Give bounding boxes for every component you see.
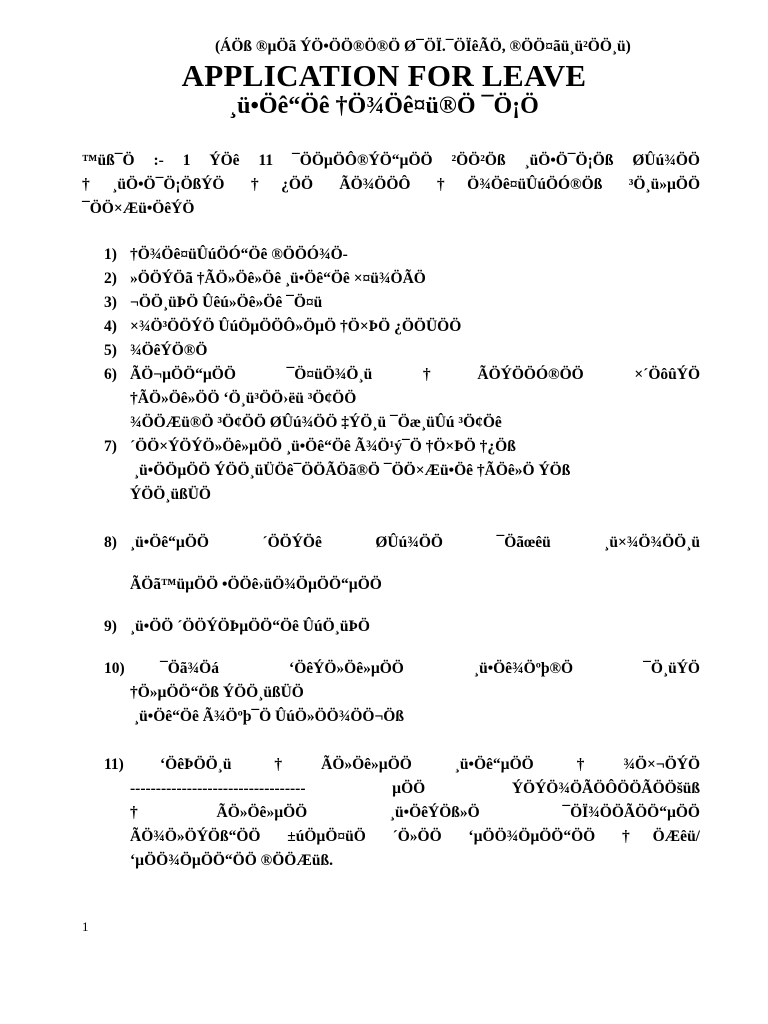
list-item (104, 435, 700, 507)
item-text: »ÖÖÝÖã †ÃÖ»Öê»Öê ¸ü•Öê“Öê ×¤ü¾ÖÃÖ (130, 270, 426, 287)
list-item (104, 267, 700, 291)
item-number: 6) (104, 366, 117, 383)
item-text: ´ÖÖ×ÝÖÝÖ»Öê»µÖÖ ¸ü•Öê“Öê Ã¾Ö¹ý¯Ö †Ö×ÞÖ †¿Öß (130, 438, 516, 455)
item-text: ¾ÖÖÆü®Ö ³Ö¢ÖÖ ØÛú¾ÖÖ ‡ÝÖ¸ü ¯Öæ¸üÛú ³Ö¢Öê (130, 414, 502, 431)
page-title: APPLICATION FOR LEAVE (181, 58, 587, 93)
page-number: 1 (82, 919, 89, 934)
item-text: ---------------------------------- µÖÖ ÝÖÝÖ¾ÖÃÖÔÖÖÃÖÖšüß (130, 780, 700, 797)
item-number: 11) (104, 756, 124, 773)
header-note: (ÁÖß ®µÖã ÝÖ•ÖÖ®Ö®Ö Ø¯ÖÏ.¯ÖÏêÃÖ, ®ÖÖ¤ãü¸ü²ÖÖ¸ü) (215, 38, 631, 55)
item-text: †Ö»µÖÖ“Öß ÝÖÖ¸üßÜÖ (130, 684, 304, 701)
item-number: 10) (104, 660, 125, 677)
item-text: ÝÖÖ¸üßÜÖ (130, 486, 211, 503)
item-number: 5) (104, 342, 117, 359)
item-number: 7) (104, 438, 117, 455)
item-text: ¸ü•Öê“Öê Ã¾Öºþ¯Ö ÛúÖ»ÖÖ¾ÖÖ¬Öß (134, 708, 404, 725)
item-text: ‘ÖêÞÖÖ¸ü †ÃÖ»Öê»µÖÖ ¸ü•Öê“µÖÖ †¾Ö×¬ÖÝÖ (160, 756, 700, 773)
item-text: ÃÖ¬µÖÖ“µÖÖ ¯Ö¤üÖ¾Ö¸ü †ÃÖÝÖÖÓ®ÖÖ ×´ÖôûÝÖ (130, 366, 700, 383)
list-item (104, 531, 700, 597)
intro-paragraph (82, 149, 700, 221)
list-item (104, 291, 700, 315)
item-text: ¸ü•ÖÖ ´ÖÖÝÖÞµÖÖ“Öê ÛúÖ¸üÞÖ (130, 618, 370, 635)
list-item (104, 363, 700, 435)
item-text: ¾ÖêÝÖ®Ö (130, 342, 208, 359)
list-item (104, 243, 700, 267)
item-text: ¬ÖÖ¸üÞÖ Ûêú»Öê»Öê ¯Ö¤ü (130, 294, 323, 311)
item-text: ÃÖã™üµÖÖ •ÖÖê›üÖ¾ÖµÖÖ“µÖÖ (130, 576, 382, 593)
item-text: †Ö¾Öê¤üÛúÖÓ“Öê ®ÖÖÓ¾Ö- (130, 246, 348, 263)
item-number: 1) (104, 246, 117, 263)
item-text: ¸ü•ÖÖµÖÖ ÝÖÖ¸üÜÖê¯ÖÖÃÖã®Ö ¯ÖÖ×Æü•Öê †ÃÖê»Ö ÝÖß (134, 462, 571, 479)
list-item (104, 657, 700, 729)
list-item (104, 315, 700, 339)
page-subtitle: ¸ü•Öê“Öê †Ö¾Öê¤ü®Ö ¯Ö¡Ö (229, 93, 539, 119)
list-item (104, 339, 700, 363)
intro-line: ¯ÖÖ×Æü•ÖêÝÖ (82, 200, 195, 217)
list-item (104, 753, 700, 873)
item-number: 2) (104, 270, 117, 287)
item-number: 8) (104, 534, 117, 551)
intro-line: ™üß¯Ö :- 1 ÝÖê 11 ¯ÖÖµÖÔ®ÝÖ“µÖÖ ²ÖÖ²Öß ¸üÖ•Ö¯Ö¡Öß ØÛú¾ÖÖ (82, 152, 700, 169)
item-text: ‘µÖÖ¾ÖµÖÖ“ÖÖ ®ÖÖÆüß. (130, 852, 333, 869)
item-text: †ÃÖ»Öê»ÖÖ ‘Ö¸ü³ÖÖ›ëü ³Ö¢ÖÖ (130, 390, 357, 407)
intro-line: †¸üÖ•Ö¯Ö¡ÖßÝÖ †¿ÖÖ ÃÖ¾ÖÖÔ †Ö¾Öê¤üÛúÖÓ®Öß ³Ö¸ü»µÖÖ (82, 176, 700, 193)
item-text: ¸ü•Öê“µÖÖ ´ÖÖÝÖê ØÛú¾ÖÖ ¯Öãœêü ¸ü×¾Ö¾ÖÖ¸ü (130, 534, 700, 551)
item-number: 4) (104, 318, 117, 335)
form-field-list (104, 243, 700, 873)
item-text: †ÃÖ»Öê»µÖÖ ¸ü•ÖêÝÖß»Ö ¯ÖÏ¾ÖÖÃÖÖ“µÖÖ (130, 804, 700, 821)
item-text: ÃÖ¾Ö»ÖÝÖß“ÖÖ ±úÖµÖ¤üÖ ´Ö»ÖÖ ‘µÖÖ¾ÖµÖÖ“ÖÖ †ÖÆêü/ (130, 828, 700, 845)
item-number: 9) (104, 618, 117, 635)
item-text: ¯Öã¾Öá ‘ÖêÝÖ»Öê»µÖÖ ¸ü•Öê¾Öºþ®Ö ¯Ö¸üÝÖ (160, 660, 700, 677)
list-item (104, 615, 700, 639)
item-number: 3) (104, 294, 117, 311)
item-text: ×¾Ö³ÖÖÝÖ ÛúÖµÖÖÔ»ÖµÖ †Ö×ÞÖ ¿ÖÖÜÖÖ (130, 318, 462, 335)
